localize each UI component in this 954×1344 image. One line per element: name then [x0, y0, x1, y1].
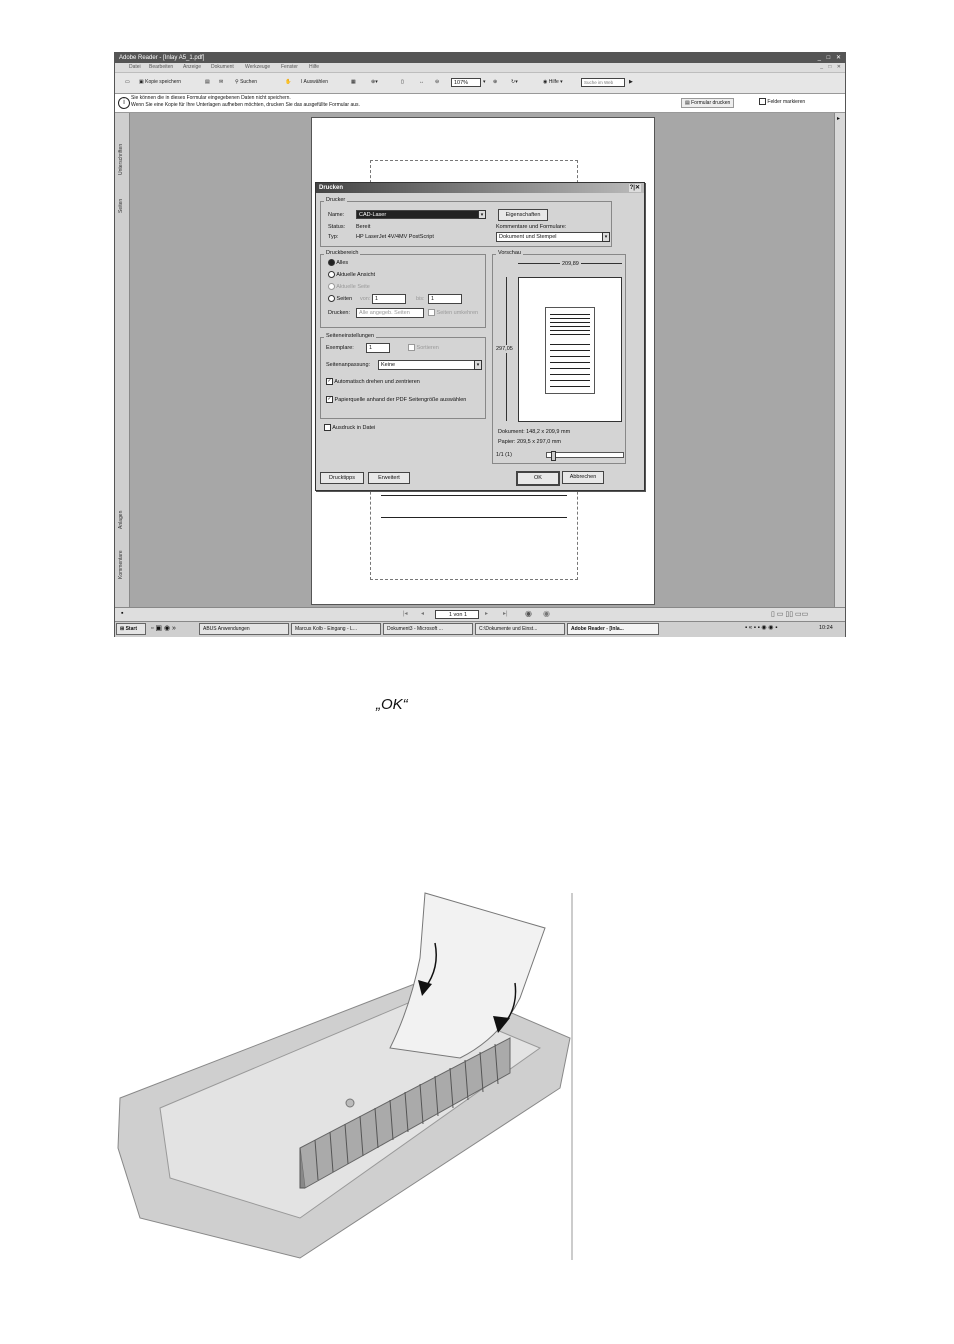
type-label: Typ:: [328, 234, 339, 240]
tab-signatures[interactable]: Unterschriften: [118, 143, 124, 175]
scroll-arrow-icon[interactable]: ▸: [837, 116, 841, 122]
document-size: Dokument: 148,2 x 209,9 mm: [498, 429, 571, 435]
clock: 10:24: [819, 625, 833, 631]
task-adobe-reader[interactable]: Adobe Reader - [Inla...: [567, 623, 659, 635]
zoom-out-icon[interactable]: ⊖: [435, 79, 440, 85]
collate-label: Sortieren: [416, 345, 439, 351]
zoom-field[interactable]: 107%: [451, 78, 481, 87]
dialog-titlebar: [316, 183, 644, 193]
range-all-radio[interactable]: [328, 259, 348, 267]
window-title: Adobe Reader - [Inlay A5_1.pdf]: [119, 55, 205, 61]
rotate-icon[interactable]: ↻▾: [511, 79, 518, 85]
fit-width-icon[interactable]: ↔: [419, 79, 424, 85]
vertical-scrollbar[interactable]: [834, 113, 845, 607]
toolbar: [115, 73, 845, 94]
menu-bearbeiten[interactable]: Bearbeiten: [149, 64, 174, 70]
to-label: bis:: [416, 296, 425, 302]
page-settings-label: Seiteneinstellungen: [326, 333, 375, 339]
dropdown-arrow-icon[interactable]: ▾: [602, 232, 610, 242]
inlay-tray-photo: [100, 888, 580, 1268]
print-subset-label: Drucken:: [328, 310, 351, 316]
status-bar: [115, 607, 845, 621]
web-search-field[interactable]: Suche im Web: [581, 78, 625, 87]
info-line-2: Wenn Sie eine Kopie für Ihre Unterlagen aufheben möchten, drucken Sie das ausgefüllte Formular aus.: [131, 102, 360, 108]
properties-button[interactable]: Eigenschaften: [498, 209, 548, 221]
email-icon[interactable]: ✉: [219, 79, 224, 85]
print-subset-select[interactable]: Alle angegeb. Seiten: [356, 308, 424, 318]
menu-hilfe[interactable]: Hilfe: [309, 64, 320, 70]
first-page-icon[interactable]: |◂: [403, 611, 408, 617]
checkbox-icon[interactable]: [324, 424, 331, 431]
name-label: Name:: [328, 212, 345, 218]
ok-caption: „OK“: [376, 696, 408, 713]
copies-field[interactable]: 1: [366, 343, 390, 353]
search-button[interactable]: ⚲ Suchen: [235, 79, 258, 85]
copies-label: Exemplare:: [326, 345, 354, 351]
auto-rotate-checkbox[interactable]: [326, 378, 420, 386]
print-form-button[interactable]: ▤ Formular drucken: [681, 98, 734, 108]
prev-page-icon[interactable]: ◂: [421, 611, 425, 617]
start-label: Start: [125, 626, 137, 632]
comments-forms-label: Kommentare und Formulare:: [496, 224, 567, 230]
paper-size: Papier: 209,5 x 297,0 mm: [498, 439, 561, 445]
web-search-go-icon[interactable]: ▶: [629, 79, 633, 85]
task-abus[interactable]: ABUS Anwendungen: [199, 623, 289, 635]
next-page-icon[interactable]: ▸: [485, 611, 489, 617]
menu-werkzeuge[interactable]: Werkzeuge: [245, 64, 271, 70]
range-view-label: Aktuelle Ansicht: [336, 272, 376, 278]
save-copy-label: Kopie speichern: [145, 79, 181, 85]
form-line: [381, 517, 567, 518]
navigation-sidebar: [115, 113, 130, 607]
paper-source-label: Papierquelle anhand der PDF Seitengröße auswählen: [334, 397, 467, 403]
dropdown-arrow-icon[interactable]: ▾: [478, 210, 486, 219]
print-range-label: Druckbereich: [326, 250, 359, 256]
select-button[interactable]: I Auswählen: [301, 79, 328, 85]
printer-name-select[interactable]: CAD-Laser: [356, 210, 486, 219]
range-pages-radio[interactable]: [328, 295, 352, 303]
form-info-icon: i: [118, 97, 130, 109]
doc-controls[interactable]: _ □ ✕: [820, 64, 843, 70]
tab-attachments[interactable]: Anlagen: [118, 510, 124, 529]
zoom-dropdown-icon[interactable]: ▾: [483, 79, 486, 85]
form-line: [381, 495, 567, 496]
help-label: Hilfe: [548, 79, 559, 85]
print-form-label: Formular drucken: [691, 100, 731, 106]
adobe-reader-window: [114, 52, 846, 637]
zoom-in-icon[interactable]: ⊕: [493, 79, 498, 85]
printer-group-label: Drucker: [326, 197, 346, 203]
layout-icons[interactable]: ▯ ▭ ▯▯ ▭▭: [771, 611, 809, 618]
windows-taskbar: [115, 621, 845, 637]
to-field[interactable]: 1: [428, 294, 462, 304]
preview-height: 297,05: [496, 346, 513, 352]
tab-comments[interactable]: Kommentare: [118, 550, 124, 579]
back-view-icon[interactable]: ◉: [525, 609, 532, 618]
scaling-label: Seitenanpassung:: [326, 362, 371, 368]
preview-paper: [518, 277, 622, 422]
menu-datei[interactable]: Datei: [129, 64, 141, 70]
hand-icon[interactable]: ✋: [285, 79, 292, 85]
dialog-title: Drucken: [319, 185, 344, 191]
tab-pages[interactable]: Seiten: [118, 198, 124, 213]
range-page-radio: [328, 283, 370, 291]
menu-fenster[interactable]: Fenster: [281, 64, 298, 70]
mark-fields-checkbox[interactable]: [759, 98, 805, 106]
tray-rivet: [346, 1099, 354, 1107]
auto-rotate-label: Automatisch drehen und zentrieren: [334, 379, 420, 385]
title-bar: [115, 53, 845, 63]
slider-handle[interactable]: [551, 451, 556, 461]
collate-checkbox[interactable]: [408, 344, 439, 352]
zoom-icon[interactable]: ⊕▾: [371, 79, 378, 85]
tray-icons: ▪ « ▪ ▪ ◉ ◉ ▪: [745, 625, 778, 631]
status-value: Bereit: [356, 224, 371, 230]
ok-button[interactable]: OK: [516, 471, 560, 486]
last-page-icon[interactable]: ▸|: [503, 611, 508, 617]
dialog-help-close-icon[interactable]: ?|✕: [629, 185, 640, 191]
search-label: Suchen: [240, 79, 258, 85]
range-pages-label: Seiten: [336, 296, 353, 302]
fit-page-icon[interactable]: ▯: [401, 79, 404, 85]
type-value: HP LaserJet 4V/4MV PostScript: [356, 234, 434, 240]
preview-page-counter: 1/1 (1): [496, 452, 512, 458]
status-label: Status:: [328, 224, 346, 230]
preview-inlay: [545, 307, 595, 394]
reverse-pages-checkbox[interactable]: [428, 309, 478, 317]
mark-fields-label: Felder markieren: [767, 99, 806, 105]
print-to-file-checkbox[interactable]: [324, 424, 375, 432]
forward-view-icon[interactable]: ◉: [543, 609, 550, 618]
preview-slider[interactable]: [546, 452, 624, 458]
info-bar: [115, 94, 845, 113]
checkbox-checked-icon[interactable]: ✓: [327, 378, 332, 385]
window-controls[interactable]: _ □ ✕: [817, 55, 843, 61]
preview-width: 209,89: [562, 261, 579, 267]
select-label: Auswählen: [303, 79, 328, 85]
save-copy-button[interactable]: ▣ Kopie speichern: [139, 79, 181, 85]
task-mail[interactable]: Marcus Kolb - Eingang - L...: [291, 623, 381, 635]
print-to-file-label: Ausdruck in Datei: [332, 425, 376, 431]
preview-label: Vorschau: [498, 250, 521, 256]
from-label: von:: [360, 296, 371, 302]
checkbox-checked-icon[interactable]: ✓: [327, 396, 332, 403]
snapshot-icon[interactable]: ▦: [351, 79, 356, 85]
radio-icon[interactable]: [328, 295, 335, 302]
help-button[interactable]: ◉ Hilfe ▾: [543, 79, 563, 85]
print-dialog: [315, 182, 645, 491]
print-icon[interactable]: ▤: [205, 79, 210, 85]
range-all-label: Alles: [336, 260, 349, 266]
dropdown-arrow-icon[interactable]: ▾: [474, 360, 482, 370]
radio-icon: [328, 283, 335, 290]
range-page-label: Aktuelle Seite: [336, 284, 370, 290]
menu-dokument[interactable]: Dokument: [211, 64, 234, 70]
checkbox-icon[interactable]: [408, 344, 415, 351]
quicklaunch-icons[interactable]: ▫ ▣ ◉ »: [151, 625, 176, 632]
menu-anzeige[interactable]: Anzeige: [183, 64, 202, 70]
cancel-button[interactable]: Abbrechen: [562, 471, 604, 484]
print-tips-button[interactable]: Drucktipps: [320, 472, 364, 484]
task-explorer[interactable]: C:\Dokumente und Einst...: [475, 623, 565, 635]
preview-ruled-lines: [550, 344, 590, 388]
preview-text-lines: [550, 314, 590, 338]
info-line-1: Sie können die in dieses Formular eingegebenen Daten nicht speichern.: [131, 95, 291, 101]
scaling-select[interactable]: Keine: [378, 360, 482, 370]
task-word[interactable]: Dokument3 - Microsoft ...: [383, 623, 473, 635]
from-field[interactable]: 1: [372, 294, 406, 304]
radio-icon[interactable]: [328, 271, 335, 278]
open-icon[interactable]: ▭: [125, 79, 130, 85]
page-number-field[interactable]: 1 von 1: [435, 610, 479, 619]
comments-forms-select[interactable]: Dokument und Stempel: [496, 232, 610, 242]
menu-bar: [115, 63, 845, 72]
radio-selected-icon[interactable]: [328, 259, 335, 266]
page-thumb-icon[interactable]: ▪: [121, 610, 124, 617]
reverse-pages-label: Seiten umkehren: [436, 310, 479, 316]
checkbox-icon[interactable]: [428, 309, 435, 316]
paper-source-checkbox[interactable]: [326, 396, 466, 404]
mark-fields-box[interactable]: [759, 98, 766, 105]
advanced-button[interactable]: Erweitert: [368, 472, 410, 484]
start-button[interactable]: ⊞ Start: [116, 623, 146, 635]
range-view-radio[interactable]: [328, 271, 375, 279]
